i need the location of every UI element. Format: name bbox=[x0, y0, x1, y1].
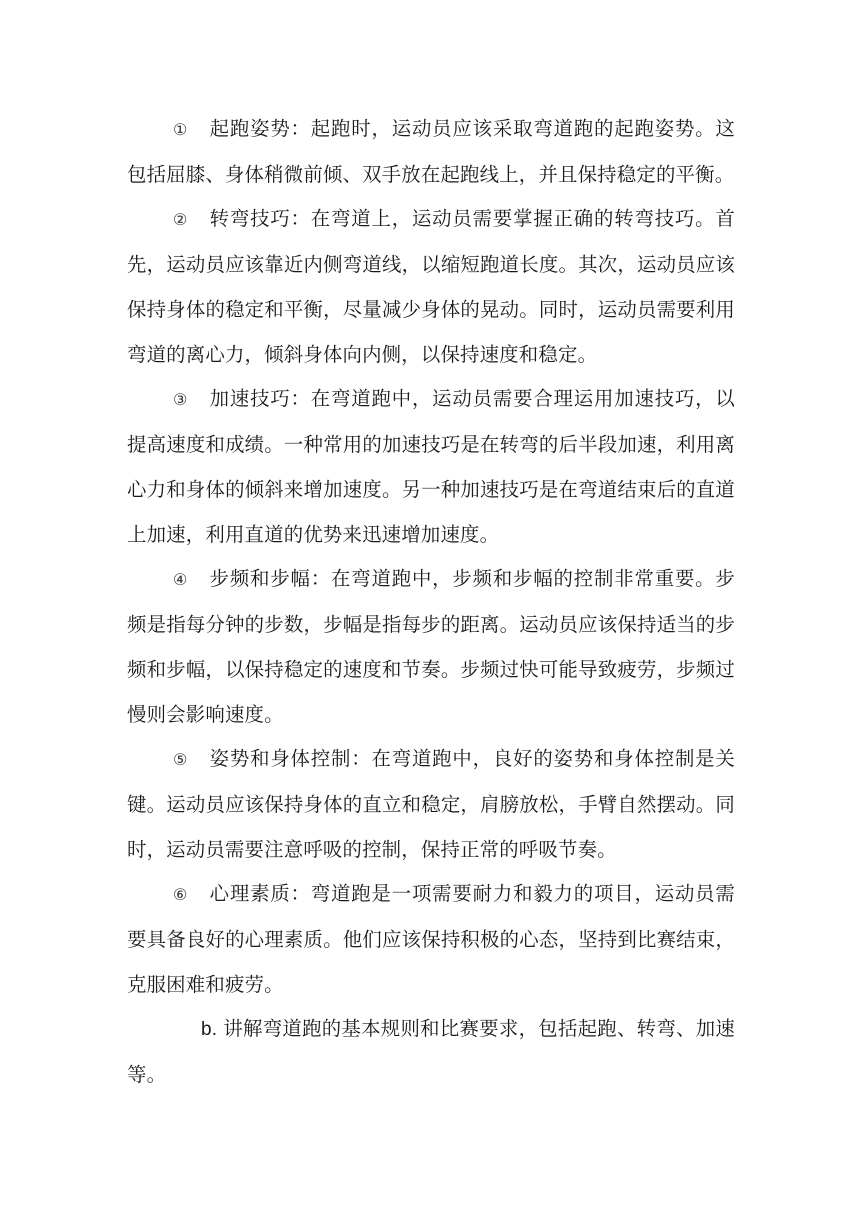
list-item bbox=[127, 376, 735, 557]
list-item bbox=[127, 196, 735, 377]
paragraph-text: 起跑姿势：起跑时，运动员应该采取弯道跑的起跑姿势。这包括屈膝、身体稍微前倾、双手放在起跑线上，并且保持稳定的平衡。 bbox=[127, 117, 735, 186]
sub-item-text: 讲解弯道跑的基本规则和比赛要求，包括起跑、转弯、加速等。 bbox=[127, 1017, 735, 1086]
circled-number: ① bbox=[173, 120, 188, 139]
list-item bbox=[127, 736, 735, 872]
paragraph-text: 心理素质：弯道跑是一项需要耐力和毅力的项目，运动员需要具备良好的心理素质。他们应该保持积极的心态，坚持到比赛结束，克服困难和疲劳。 bbox=[127, 882, 735, 996]
circled-number: ⑥ bbox=[173, 885, 188, 904]
circled-number: ② bbox=[173, 210, 188, 229]
circled-number: ③ bbox=[173, 390, 188, 409]
paragraph-text: 步频和步幅：在弯道跑中，步频和步幅的控制非常重要。步频是指每分钟的步数，步幅是指每步的距离。运动员应该保持适当的步频和步幅，以保持稳定的速度和节奏。步频过快可能导致疲劳，步频过慢则会影响速度。 bbox=[127, 567, 735, 726]
list-item bbox=[127, 106, 735, 197]
sub-item-marker: b. bbox=[201, 1019, 218, 1040]
circled-number: ⑤ bbox=[173, 750, 188, 769]
list-item bbox=[127, 556, 735, 737]
paragraph-text: 姿势和身体控制：在弯道跑中，良好的姿势和身体控制是关键。运动员应该保持身体的直立和稳定，肩膀放松，手臂自然摆动。同时，运动员需要注意呼吸的控制，保持正常的呼吸节奏。 bbox=[127, 747, 735, 861]
list-item bbox=[127, 871, 735, 1007]
paragraph-text: 转弯技巧：在弯道上，运动员需要掌握正确的转弯技巧。首先，运动员应该靠近内侧弯道线，以缩短跑道长度。其次，运动员应该保持身体的稳定和平衡，尽量减少身体的晃动。同时，运动员需要利用弯道的离心力，倾斜身体向内侧，以保持速度和稳定。 bbox=[127, 207, 735, 366]
paragraph-text: 加速技巧：在弯道跑中，运动员需要合理运用加速技巧，以提高速度和成绩。一种常用的加速技巧是在转弯的后半段加速，利用离心力和身体的倾斜来增加速度。另一种加速技巧是在弯道结束后的直道上加速，利用直道的优势来迅速增加速度。 bbox=[127, 387, 735, 546]
circled-number: ④ bbox=[173, 570, 188, 589]
sub-item bbox=[127, 1006, 735, 1097]
